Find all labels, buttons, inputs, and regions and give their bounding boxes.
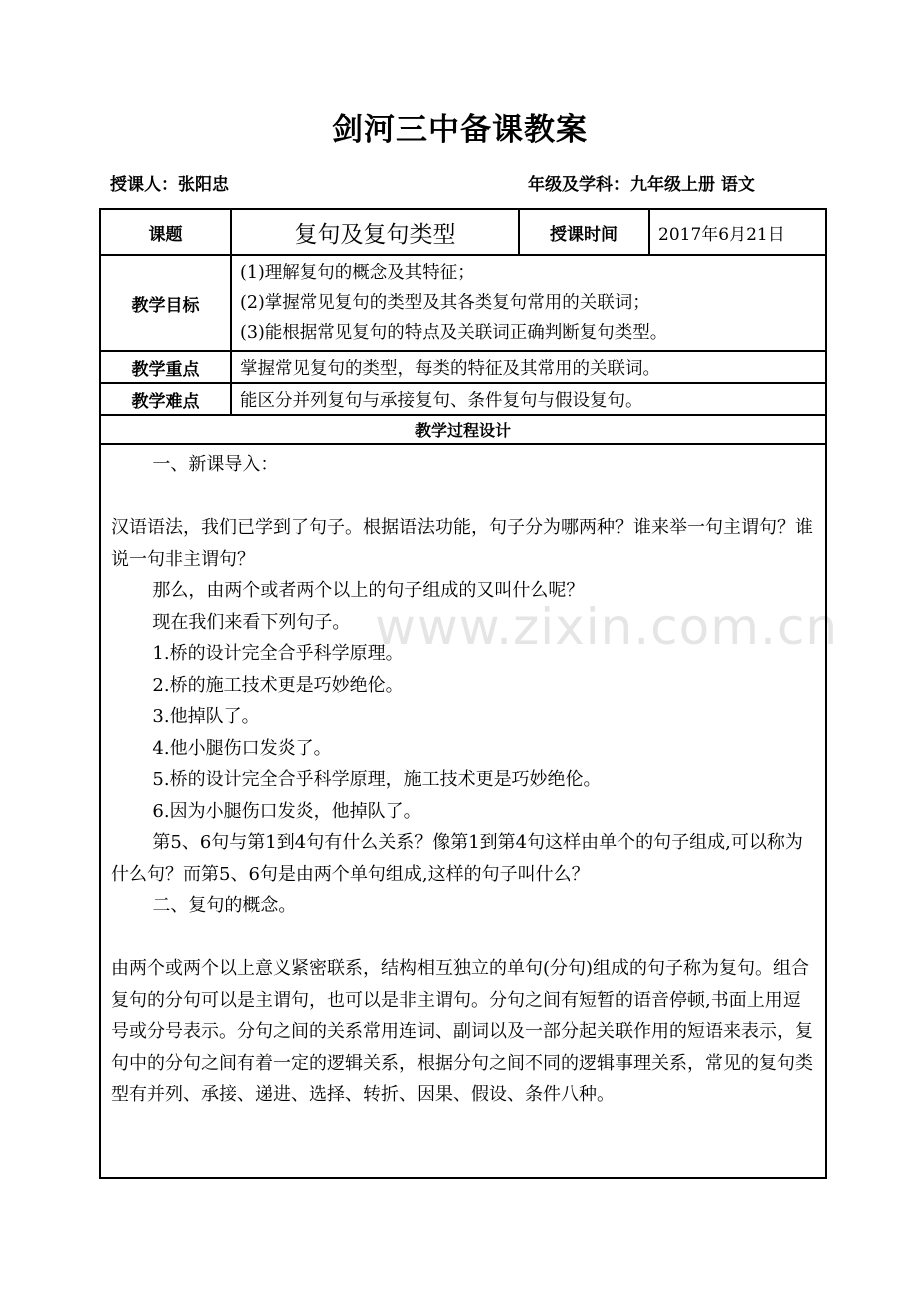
- example-sentence: 1.桥的设计完全合乎科学原理。: [152, 643, 404, 664]
- goal-item: (3)能根据常见复句的特点及关联词正确判断复句类型。: [240, 323, 668, 343]
- key-value: 掌握常见复句的类型，每类的特征及其常用的关联词。: [231, 351, 826, 383]
- intro-paragraph: 汉语语法，我们已学到了句子。根据语法功能，句子分为哪两种？谁来举一句主谓句？谁说一句非主谓句？: [111, 517, 813, 570]
- goal-item: (2)掌握常见复句的类型及其各类复句常用的关联词；: [240, 293, 650, 313]
- question-line: 那么，由两个或者两个以上的句子组成的又叫什么呢？: [152, 580, 585, 601]
- teacher-label: 授课人：张阳忠: [110, 175, 229, 195]
- difficulty-row: [100, 383, 826, 415]
- process-content: [100, 444, 826, 1178]
- example-sentence: 5.桥的设计完全合乎科学原理，施工技术更是巧妙绝伦。: [152, 769, 602, 790]
- time-label: 授课时间: [519, 209, 649, 255]
- look-line: 现在我们来看下列句子。: [152, 611, 351, 633]
- concept-heading: 二、复句的概念。: [152, 895, 297, 916]
- topic-label: 课题: [100, 209, 231, 255]
- process-row: [100, 444, 826, 1178]
- spacer: [111, 481, 817, 513]
- grade-subject-label: 年级及学科：九年级上册 语文: [528, 175, 755, 195]
- goals-label: 教学目标: [100, 255, 231, 351]
- time-value: 2017年6月21日: [649, 209, 826, 255]
- lesson-plan-table: [99, 208, 827, 1179]
- key-label: 教学重点: [100, 351, 231, 383]
- topic-row: [100, 209, 826, 255]
- page-title: 剑河三中备课教案: [332, 112, 588, 148]
- example-sentence: 3.他掉队了。: [152, 706, 260, 727]
- watermark: www.zixin.com.cn: [375, 598, 839, 656]
- example-sentence: 2.桥的施工技术更是巧妙绝伦。: [152, 674, 404, 696]
- goals-list: [231, 255, 826, 351]
- topic-value: 复句及复句类型: [231, 209, 519, 255]
- difficulty-value: 能区分并列复句与承接复句、条件复句与假设复句。: [231, 383, 826, 415]
- intro-heading: 一、新课导入：: [152, 454, 279, 475]
- goals-row: [100, 255, 826, 351]
- goal-item: (1)理解复句的概念及其特征；: [240, 263, 475, 283]
- example-sentence: 6.因为小腿伤口发炎，他掉队了。: [152, 800, 422, 822]
- concept-paragraph: 由两个或两个以上意义紧密联系，结构相互独立的单句(分句)组成的句子称为复句。组合复句的分句可以是主谓句，也可以是非主谓句。分句之间有短暂的语音停顿,书面上用逗号或分号表示。分句之间的关系常用连词、副词以及一部分起关联作用的短语来表示，复句中的分句之间有着一定的逻辑关系，根据分句之间不同的逻辑事理关系，常见的复句类型有并列、承接、递进、选择、转折、因果、假设、条件八种。: [111, 958, 813, 1105]
- difficulty-label: 教学难点: [100, 383, 231, 415]
- process-heading: 教学过程设计: [100, 415, 826, 444]
- spacer: [111, 922, 817, 954]
- relation-paragraph: 第5、6句与第1到4句有什么关系？像第1到第4句这样由单个的句子组成,可以称为什么句？而第5、6句是由两个单句组成,这样的句子叫什么？: [111, 832, 803, 885]
- process-header-row: [100, 415, 826, 444]
- example-sentence: 4.他小腿伤口发炎了。: [152, 737, 332, 759]
- key-row: [100, 351, 826, 383]
